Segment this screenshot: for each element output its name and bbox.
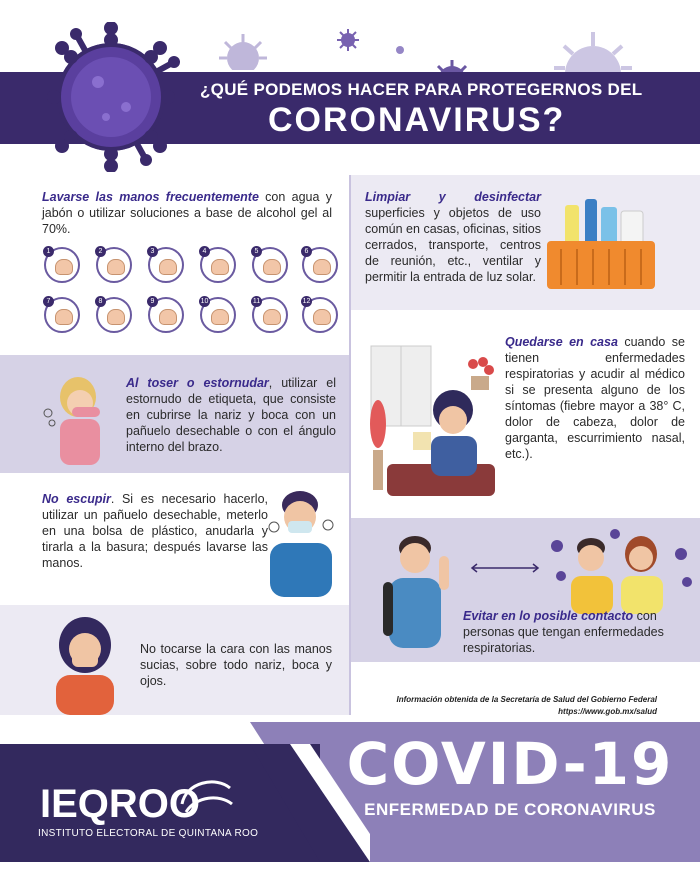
covid-title: COVID-19 [346, 730, 674, 798]
step-number: 9 [147, 296, 158, 307]
handwash-step [252, 247, 288, 283]
avoid-contact-text [463, 608, 691, 656]
cough-panel [0, 355, 350, 473]
source-url: https://www.gob.mx/salud [558, 707, 657, 716]
cleaning-basket-illustration [541, 197, 661, 293]
page-title: CORONAVIRUS? [268, 101, 566, 139]
covid-subtitle: ENFERMEDAD DE CORONAVIRUS [364, 800, 656, 819]
logo-swirl-icon [176, 774, 236, 822]
small-virus-icon [215, 30, 271, 70]
spit-lead: No escupir [42, 492, 111, 506]
spit-text [42, 491, 268, 571]
person-covering-face-illustration [44, 613, 126, 715]
cough-lead: Al toser o estornudar [126, 376, 269, 390]
avoid-contact-lead: Evitar en lo posible contacto [463, 609, 634, 623]
handwash-step [96, 247, 132, 283]
step-number: 3 [147, 246, 158, 257]
step-number: 12 [302, 298, 311, 305]
stay-home-rest: cuando se tienen enfermedades respiratorias y acudir al médico si se presenta alguno de los síntomas (fiebre mayor a 38° C, dolor de cabeza, dolor de garganta, escurrimiento nasal, etc.). [505, 335, 685, 461]
step-number: 7 [43, 296, 54, 307]
stay-home-lead: Quedarse en casa [505, 335, 618, 349]
handwash-step [302, 247, 338, 283]
handwash-step [44, 247, 80, 283]
stay-home-panel [351, 310, 700, 518]
handwash-rest: con agua y jabón o utilizar soluciones a base de alcohol gel al 70%. [42, 190, 332, 236]
step-number: 8 [95, 296, 106, 307]
handwash-step [302, 297, 338, 333]
spit-rest: . Si es necesario hacerlo, utilizar un pañuelo desechable, meterlo en una bolsa de plástico, anudarla y tirarla a la basura; después lavarse las manos. [42, 492, 268, 570]
sick-people-illustration [545, 524, 695, 614]
handwash-step [148, 247, 184, 283]
step-number: 10 [200, 298, 209, 305]
step-number: 6 [301, 246, 312, 257]
handwash-step [200, 297, 236, 333]
bottom-strip [0, 862, 700, 875]
title-question: ¿QUÉ PODEMOS HACER PARA PROTEGERNOS DEL [200, 80, 643, 99]
clean-text [365, 189, 541, 285]
clean-panel [351, 175, 700, 310]
spit-panel [0, 473, 350, 605]
avoid-contact-rest: con personas que tengan enfermedades respiratorias. [463, 609, 664, 655]
step-number: 4 [199, 246, 210, 257]
coughing-person-illustration [40, 369, 110, 465]
stay-home-text [505, 334, 685, 462]
distance-arrow-icon [469, 562, 541, 574]
cough-rest: , utilizar el estornudo de etiqueta, que consiste en cubrirse la nariz y boca con un pañuelo desechable o con el ángulo interno del brazo. [126, 376, 336, 454]
handwash-step [96, 297, 132, 333]
small-virus-icon [336, 28, 360, 52]
handwash-step [252, 297, 288, 333]
masked-person-illustration [262, 485, 342, 597]
face-panel [0, 605, 350, 715]
clean-lead: Limpiar y desinfectar [365, 190, 541, 204]
handwash-text [42, 189, 332, 237]
person-waving-illustration [369, 526, 465, 656]
ieqroo-logo: IEQROO [40, 782, 201, 826]
step-number: 1 [43, 246, 54, 257]
step-number: 11 [252, 298, 261, 305]
source-text: Información obtenida de la Secretaría de Salud del Gobierno Federal [396, 695, 657, 704]
step-number: 2 [95, 246, 106, 257]
handwash-step [44, 297, 80, 333]
handwash-lead: Lavarse las manos frecuentemente [42, 190, 259, 204]
cough-text [126, 375, 336, 455]
clean-rest: superficies y objetos de uso común en casas, oficinas, sitios cerrados, transporte, centros de reunión, etc., ventilar y permitir la entrada de luz solar. [365, 206, 541, 284]
ieqroo-subtitle: INSTITUTO ELECTORAL DE QUINTANA ROO [38, 828, 259, 839]
handwash-steps [44, 247, 340, 343]
handwash-step [148, 297, 184, 333]
face-text: No tocarse la cara con las manos sucias, sobre todo nariz, boca y ojos. [140, 642, 332, 688]
avoid-contact-panel [351, 518, 700, 662]
source-citation [362, 694, 657, 718]
flower-pot-illustration [459, 352, 499, 392]
handwash-step [200, 247, 236, 283]
small-virus-icon [548, 28, 638, 74]
step-number: 5 [251, 246, 262, 257]
handwash-panel [0, 175, 350, 355]
small-virus-icon [394, 44, 406, 56]
